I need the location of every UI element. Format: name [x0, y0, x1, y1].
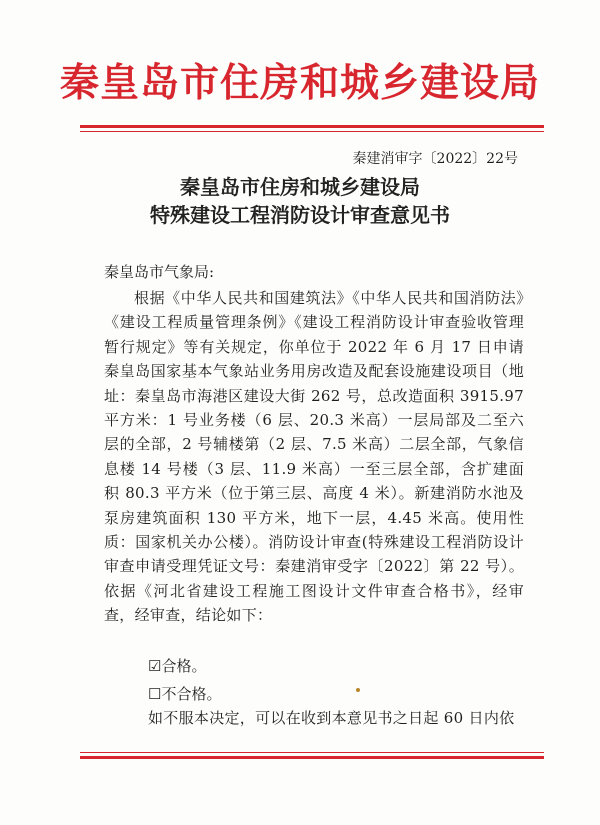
footer-divider-thin	[80, 752, 544, 753]
result-option-fail: ☐不合格。	[148, 685, 222, 703]
appeal-notice-line: 如不服本决定，可以在收到本意见书之日起 60 日内依	[148, 709, 515, 727]
document-title-issuer: 秦皇岛市住房和城乡建设局	[180, 175, 420, 199]
header-divider-thick	[80, 125, 544, 128]
footer-divider-thick	[80, 756, 544, 759]
document-title-subject: 特殊建设工程消防设计审查意见书	[150, 203, 450, 227]
ink-dot-mark	[356, 688, 360, 692]
body-paragraph: 根据《中华人民共和国建筑法》《中华人民共和国消防法》《建设工程质量管理条例》《建设工程消防设计审查验收管理暂行规定》等有关规定，你单位于 2022 年 6 月 17 日申请秦皇岛国家基本气象站业务用房改造及配套设施建设项目（地址：秦皇岛市海港区建设大街 262 号，总改造面积 3915.97 平方米：1 号业务楼（6 层、20.3 米高）一层局部及二至六层的全部，2 号辅楼第（2 层、7.5 米高）二层全部，气象信息楼 14 号楼（3 层、11.9 米高）一至三层全部，含扩建面积 80.3 平方米（位于第三层、高度 4 米）。新建消防水池及泵房建筑面积 130 平方米，地下一层，4.45 米高。使用性质：国家机关办公楼）。消防设计审查(特殊建设工程消防设计审查申请受理凭证文号：秦建消审受字〔2022〕第 22 号）。依据《河北省建设工程施工图设计文件审查合格书》，经审查，经审查，结论如下：	[104, 289, 524, 625]
document-number: 秦建消审字〔2022〕22号	[352, 151, 518, 167]
organization-header: 秦皇岛市住房和城乡建设局	[59, 61, 540, 106]
header-divider-thin	[80, 131, 544, 132]
result-option-pass: ☑合格。	[148, 657, 207, 675]
recipient-line: 秦皇岛市气象局:	[104, 263, 215, 281]
